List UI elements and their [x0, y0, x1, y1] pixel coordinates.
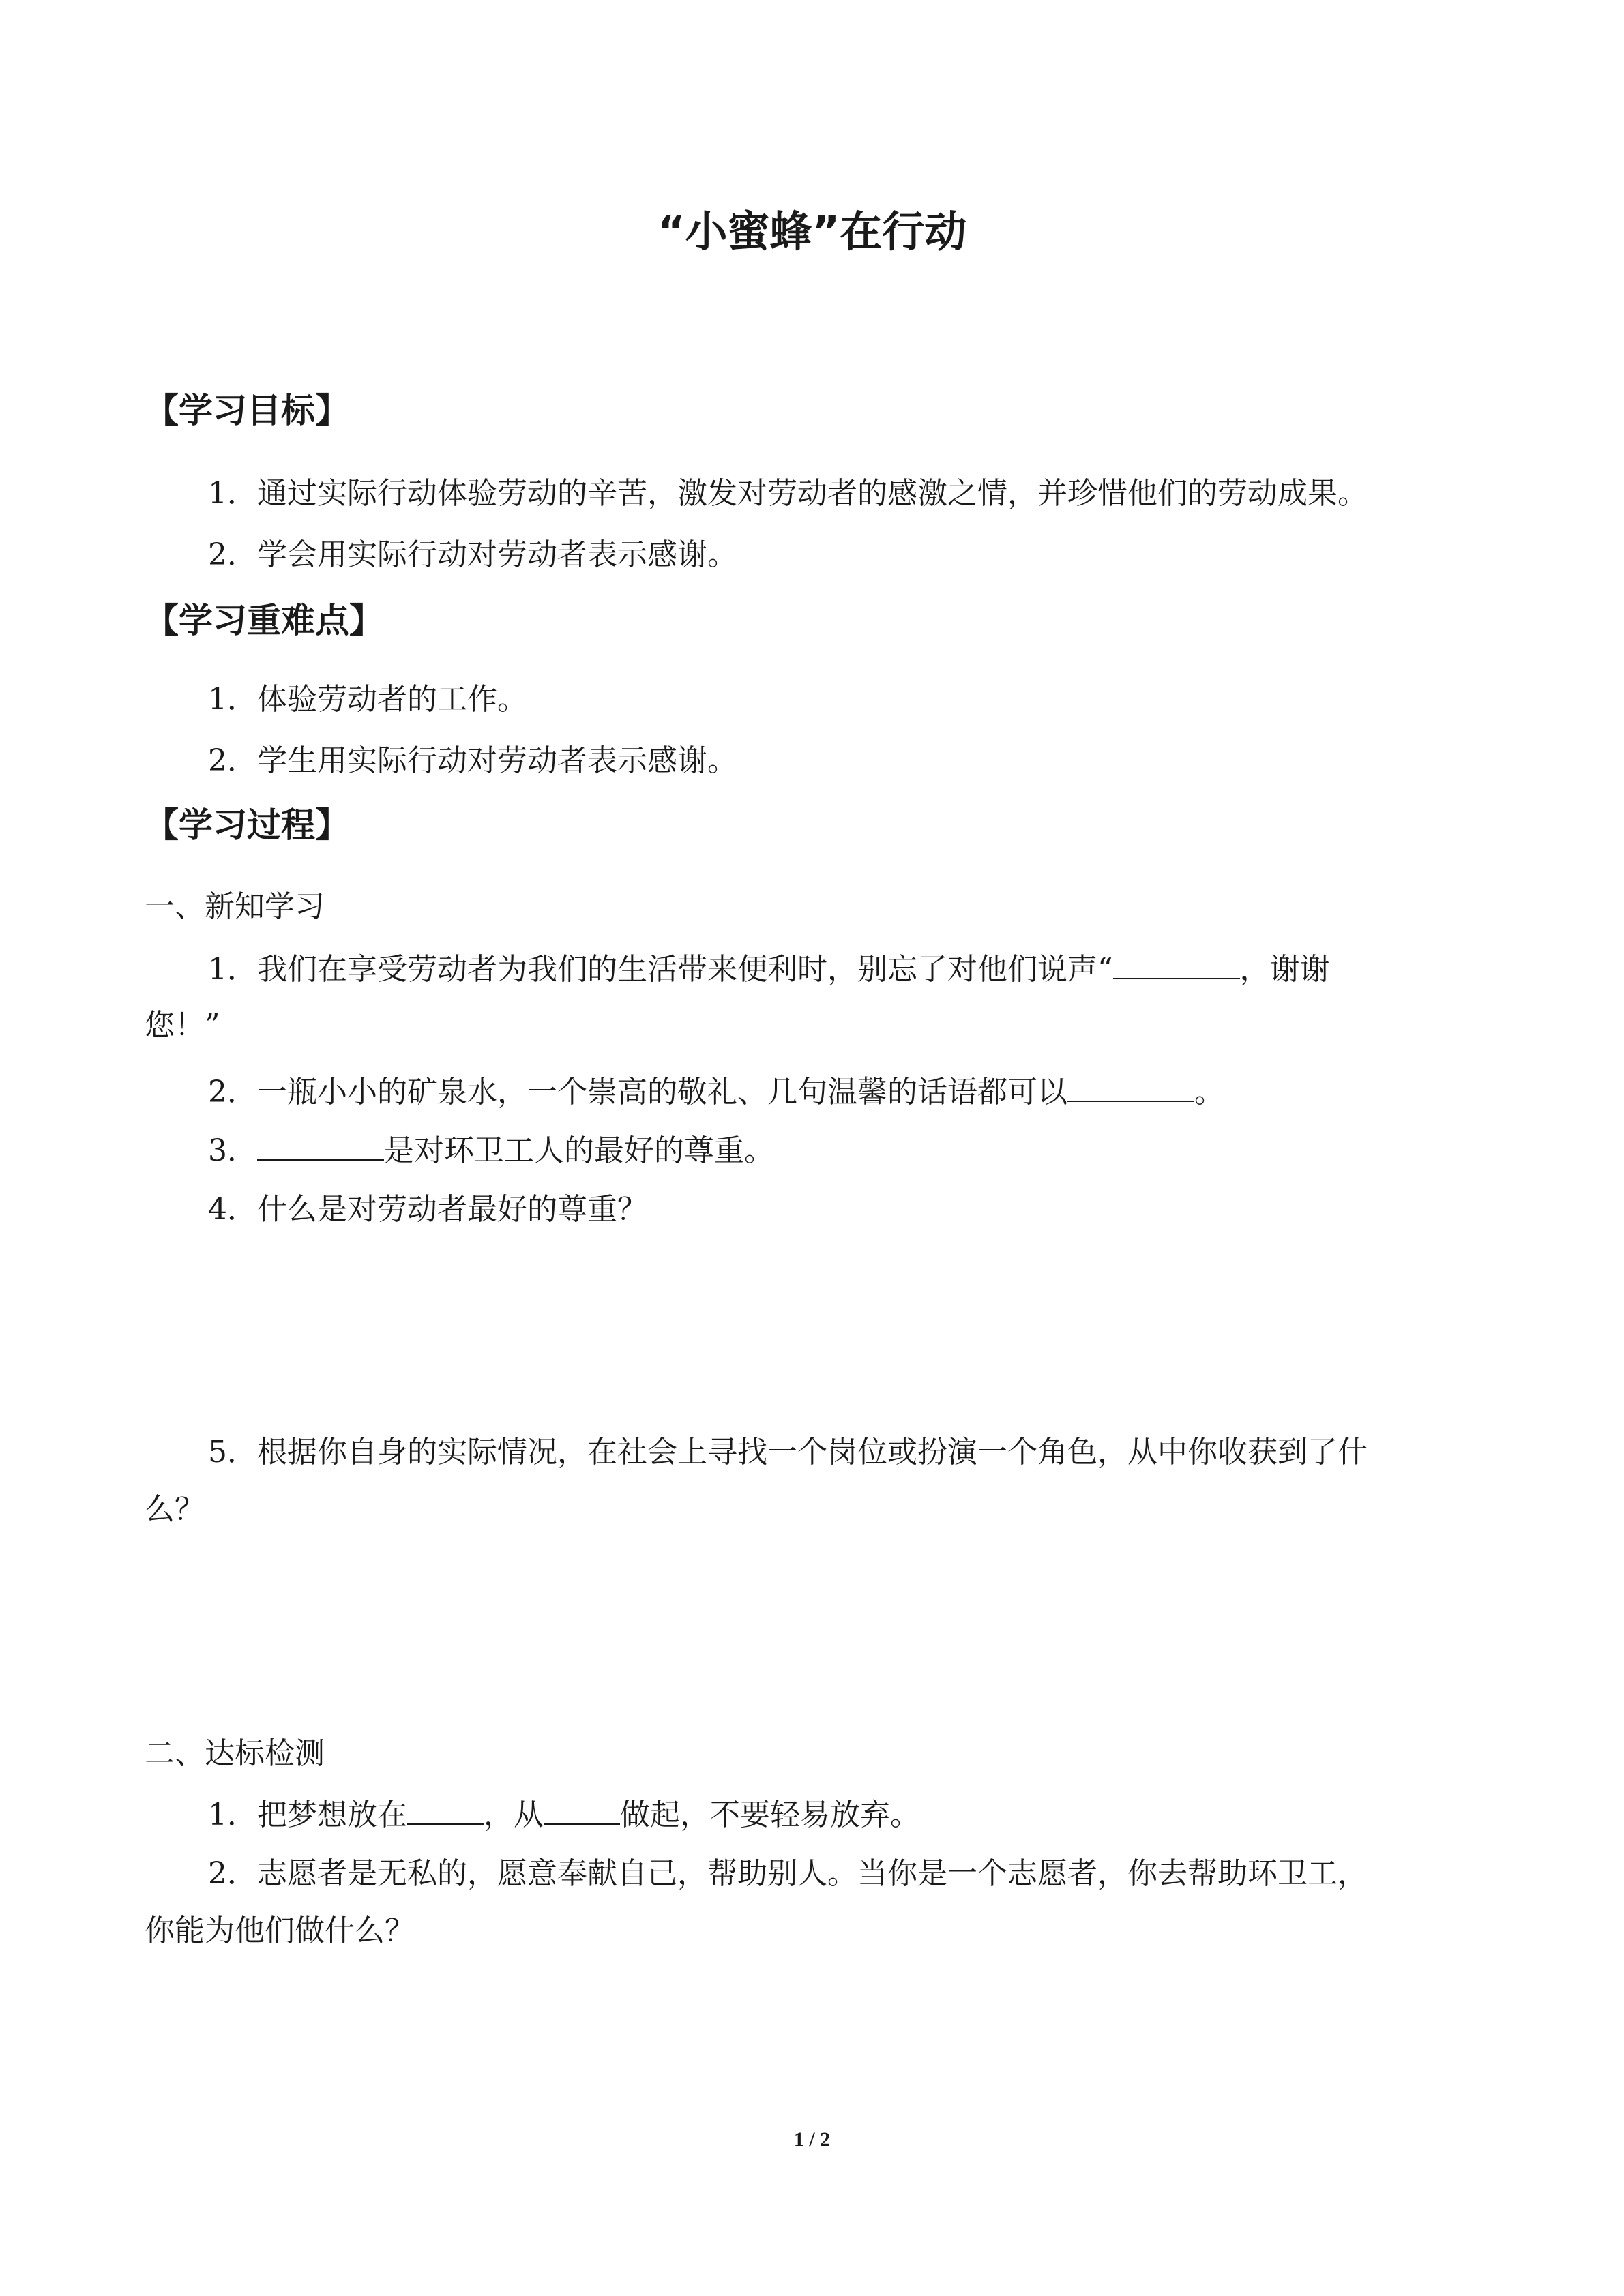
page-number: 1 / 2 — [793, 2128, 831, 2151]
question-text: 1．把梦想放在 — [208, 1798, 407, 1832]
question-assessment-2-continued: 你能为他们做什么？ — [145, 1913, 415, 1948]
process-heading: 【学习过程】 — [145, 805, 349, 845]
question-text: 3． — [208, 1133, 257, 1168]
key-point-item: 1．体验劳动者的工作。 — [208, 682, 527, 717]
question-text: ，从 — [484, 1798, 544, 1832]
answer-blank[interactable] — [544, 1793, 620, 1825]
question-new-4: 4．什么是对劳动者最好的尊重？ — [208, 1192, 647, 1227]
assessment-label: 二、达标检测 — [145, 1736, 325, 1771]
question-assessment-2: 2．志愿者是无私的，愿意奉献自己，帮助别人。当你是一个志愿者，你去帮助环卫工， — [208, 1856, 1368, 1891]
question-text: 1．我们在享受劳动者为我们的生活带来便利时，别忘了对他们说声“ — [208, 952, 1113, 987]
new-learning-label: 一、新知学习 — [145, 889, 325, 924]
key-point-item: 2．学生用实际行动对劳动者表示感谢。 — [208, 743, 737, 778]
objectives-heading: 【学习目标】 — [145, 391, 349, 430]
question-text: 是对环卫工人的最好的尊重。 — [384, 1133, 774, 1168]
question-new-5: 5．根据你自身的实际情况，在社会上寻找一个岗位或扮演一个角色，从中你收获到了什 — [208, 1435, 1368, 1470]
question-new-1 — [208, 948, 1330, 990]
page-title: “小蜜蜂”在行动 — [657, 207, 967, 256]
question-text: 做起，不要轻易放弃。 — [620, 1798, 920, 1832]
answer-blank[interactable] — [1067, 1071, 1194, 1102]
objective-item: 2．学会用实际行动对劳动者表示感谢。 — [208, 537, 737, 572]
question-new-2 — [208, 1071, 1224, 1113]
answer-blank[interactable] — [1113, 948, 1240, 979]
question-new-1-continued: 您！” — [145, 1008, 220, 1043]
objective-item: 1．通过实际行动体验劳动的辛苦，激发对劳动者的感激之情，并珍惜他们的劳动成果。 — [208, 476, 1368, 511]
question-new-3 — [208, 1129, 774, 1172]
question-new-5-continued: 么？ — [145, 1492, 205, 1527]
answer-blank[interactable] — [407, 1793, 484, 1825]
question-text: 。 — [1194, 1075, 1224, 1109]
question-text: ，谢谢 — [1239, 952, 1330, 987]
question-assessment-1 — [208, 1793, 920, 1836]
key-points-heading: 【学习重难点】 — [145, 601, 383, 640]
question-text: 2．一瓶小小的矿泉水，一个崇高的敬礼、几句温馨的话语都可以 — [208, 1075, 1067, 1109]
answer-blank[interactable] — [257, 1129, 384, 1161]
